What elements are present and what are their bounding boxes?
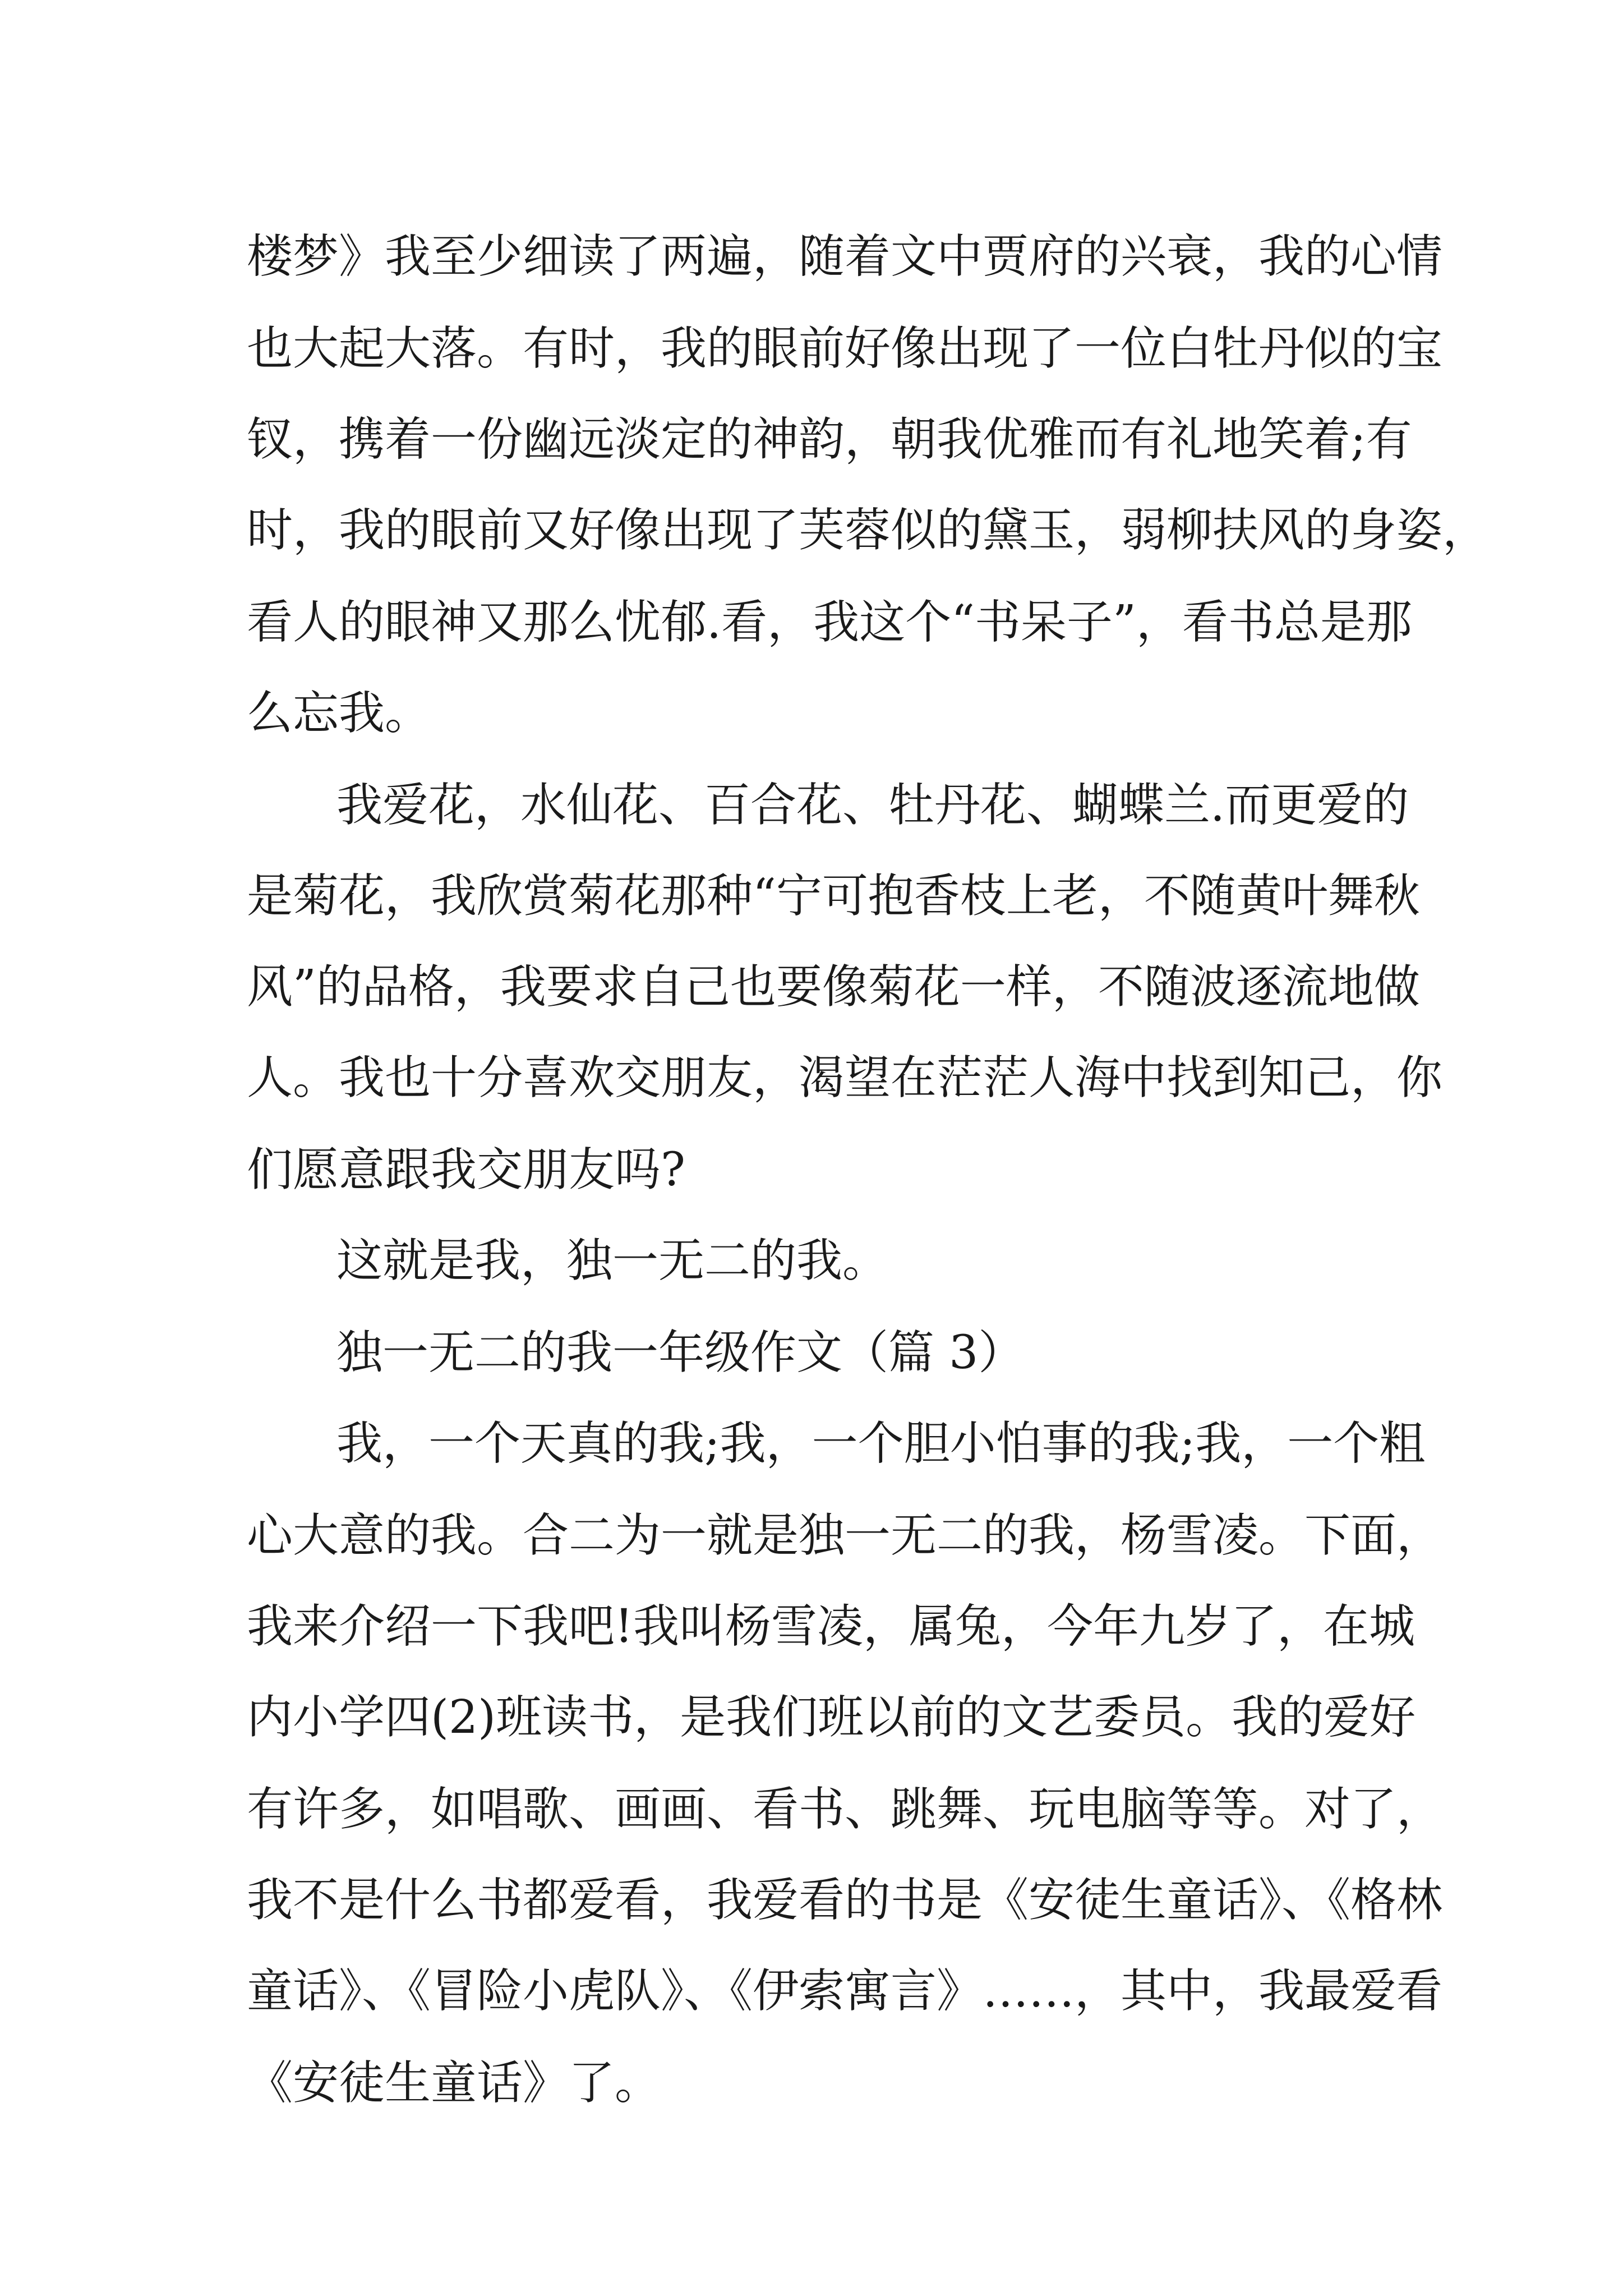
text-line: 童话》、《冒险小虎队》、《伊索寓言》……，其中，我最爱看 [247, 1964, 1443, 2018]
text-line: 我爱花，水仙花、百合花、牡丹花、蝴蝶兰.而更爱的 [336, 779, 1409, 832]
text-line: 我不是什么书都爱看，我爱看的书是《安徒生童话》、《格林 [247, 1874, 1443, 1927]
text-line: 也大起大落。有时，我的眼前好像出现了一位白牡丹似的宝 [247, 322, 1443, 375]
text-line: 们愿意跟我交朋友吗? [247, 1143, 685, 1197]
text-line: 么忘我。 [247, 687, 431, 740]
text-line: 楼梦》我至少细读了两遍，随着文中贾府的兴衰，我的心情 [247, 230, 1443, 283]
text-line: 人。我也十分喜欢交朋友，渴望在茫茫人海中找到知己，你 [247, 1051, 1443, 1105]
text-line: 我，一个天真的我;我，一个胆小怕事的我;我，一个粗 [336, 1417, 1426, 1470]
text-line: 内小学四(2)班读书，是我们班以前的文艺委员。我的爱好 [247, 1691, 1416, 1744]
text-line: 我来介绍一下我吧!我叫杨雪凌，属兔，今年九岁了，在城 [247, 1600, 1415, 1653]
section-heading: 独一无二的我一年级作文（篇 3） [336, 1326, 1025, 1379]
text-line: 看人的眼神又那么忧郁.看，我这个“书呆子”，看书总是那 [247, 596, 1412, 649]
text-line: 《安徒生童话》了。 [247, 2056, 661, 2110]
text-line: 这就是我，独一无二的我。 [336, 1234, 889, 1287]
text-line: 是菊花，我欣赏菊花那种“宁可抱香枝上老，不随黄叶舞秋 [247, 869, 1420, 923]
text-line: 时，我的眼前又好像出现了芙蓉似的黛玉，弱柳扶风的身姿， [247, 504, 1489, 557]
text-line: 心大意的我。合二为一就是独一无二的我，杨雪凌。下面， [247, 1509, 1443, 1562]
text-line: 有许多，如唱歌、画画、看书、跳舞、玩电脑等等。对了， [247, 1783, 1443, 1836]
text-line: 钗，携着一份幽远淡定的神韵，朝我优雅而有礼地笑着;有 [247, 413, 1412, 466]
text-line: 风”的品格，我要求自己也要像菊花一样，不随波逐流地做 [247, 960, 1420, 1014]
